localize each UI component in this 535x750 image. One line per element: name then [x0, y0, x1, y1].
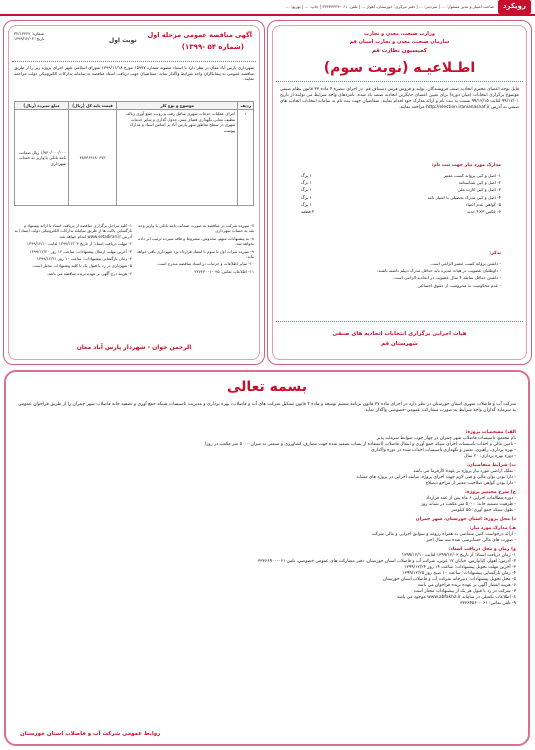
qom-doc-item: ۳- اصل و کپی کارت ملی ۱ برگ	[301, 187, 501, 193]
tender-title: آگهی مناقصه عمومی مرحله اول	[147, 31, 252, 39]
qom-condition: - داوطلبان عضویت در هیات مدیره باید حداقل مدرک دیپلم داشته باشند.	[376, 268, 501, 274]
tender-note: ۹- سپرده نفرات اول تا سوم تا انعقاد قرارداد نزد شهرداری باقی خواهد ماند.	[136, 248, 254, 259]
water-signature: روابط عمومی شرکت آب و فاضلاب استان خوزستان	[20, 730, 161, 737]
tender-table-header-row	[15, 102, 254, 110]
section-line: ۳- آخرین مهلت تحویل پیشنهادات: ساعت ۱۴ روز ۱۳۹۹/۱۲/۲۴	[404, 565, 516, 571]
tender-intro: شهرداری پارس آباد مغان در نظر دارد با استناد مصوبه شماره ۱۵۹۷۷ مورخ ۱۳۹۹/۱۱/۱۸ شورای اسلامی شهر اجرای پروژه زیر را از طریق مناقصه عمومی به پیمانکاران واجد شرایط واگذار نماید. متقاضیان جهت دریافت اسناد مناقصه به سامانه تدارکات الکترونیکی دولت مراجعه نمایند.	[14, 65, 254, 82]
tender-notes-left	[14, 223, 132, 278]
newspaper-logo: رویکرد	[498, 0, 531, 13]
tender-note: ۶- هزینه درج آگهی بر عهده برنده مناقصه می باشد.	[46, 270, 132, 276]
tender-subtitle: نوبت اول	[109, 37, 137, 44]
section-line: ۷- شرکت در رد یا قبول هر یک از پیشنهادات مختار است	[413, 589, 516, 594]
qom-docs-list	[301, 173, 501, 216]
qom-doc-item: ۶- عکس ۳×۴ جدید ۴ قطعه	[301, 208, 501, 214]
section-line: - دوره مطالعات اجرایی ۶ ماه پس از عقد قرارداد	[426, 496, 516, 502]
qom-condition: - داشتن حداقل سابقه ۴ سال عضویت در اتحادیه الزامی است.	[392, 275, 501, 281]
qom-doc-item: ۱- اصل و کپی پروانه کسب معتبر ۱ برگ	[301, 173, 501, 178]
section-line: ۸- اطلاعات تکمیلی در سامانه www.abfakhz.ir موجود می باشد	[396, 594, 516, 600]
section-line: ۹- تلفن تماس: ۰۶۱-۳۳۳۸۴۵۶۰	[460, 600, 516, 606]
cell-deposit: ۱/۹۳۰/۰۰۰/۰۰۰ ریال ضمانت نامه بانکی یا واریز به حساب شهرداری	[15, 110, 69, 206]
parsabad-tender	[3, 20, 265, 365]
section-line: ۱- زمان دریافت اسناد: از تاریخ ۱۳۹۹/۱۲/۰۳ لغایت ۱۳۹۹/۱۲/۱۰	[401, 553, 516, 559]
tender-note: ۱- کلیه مراحل برگزاری مناقصه از دریافت اسناد تا ارائه پیشنهاد و بازگشایی پاکت ها از طریق سامانه تدارکات الکترونیکی دولت (ستاد) به آدرس www.setadiran.ir انجام خواهد شد.	[14, 223, 132, 239]
qom-body: قابل توجه اعضای محترم اتحادیه صنف فروشندگان، تولید و فروش فرش دستباف قم. در اجرای تبصره ۴ ماده ۳۳ قانون نظام صنفی موضوع برگزاری انتخابات (میان دوره) برای تعیین اعضای جایگزین اتحادیه صنف یاد شده، نامزدهای واجد شرایط می توانند از تاریخ ۹۹/۱۲/۰۱ لغایت ۹۹/۱۲/۱۵ نسبت به ثبت نام و ارائه مدارک خود اقدام نمایند. متقاضیان جهت ثبت نام به سامانه انتخابات اتحادیه های صنفی به آدرس http://election.iranianasnaf.ir مراجعه نمایند.	[280, 87, 519, 110]
qom-doc-item: ۵- گواهی عدم اعتیاد ۱ برگ	[301, 201, 501, 207]
section-line: - دارا بودن توان مالی و فنی لازم جهت اجرای پروژه، سابقه اجرایی در پروژه های مشابه	[356, 475, 516, 481]
col-subject-header: موضوع و نوع کار	[117, 102, 238, 110]
tender-note: ۲- مهلت دریافت اسناد: از تاریخ ۱۳۹۹/۱۲/۰۳ لغایت ۱۳۹۹/۱۲/۱۰	[26, 241, 132, 247]
tender-divider	[12, 61, 256, 62]
col-deposit-header: مبلغ سپرده (ریال)	[15, 102, 69, 110]
section-line: - بهره برداری، راهبری، تعمیر و نگهداری تاسیسات احداث شده در دوره واگذاری	[371, 448, 516, 454]
qom-conditions-list	[291, 261, 501, 290]
section-line: ۴- زمان بازگشایی پیشنهادات: ساعت ۱۰ صبح روز ۱۳۹۹/۱۲/۲۵	[402, 571, 516, 577]
tender-note: ۵- شهرداری در رد یا قبول یک یا کلیه پیشنهادات مختار است.	[32, 263, 132, 269]
qom-announcement	[267, 20, 532, 365]
qom-doc-item: ۴- اصل و کپی مدرک تحصیلی یا امتیاز نامه ۱ برگ	[301, 194, 501, 200]
section-timing: و) زمان و محل دریافت اسناد: ۱- زمان دریافت اسناد: از تاریخ ۱۳۹۹/۱۲/۰۳ لغایت ۱۳۹۹/۱۲/۱۰ ۲- آدرس: اهواز، کیانپارس، خیابان ۱۷ غربی، شرکت آب و فاضلاب استان خوزستان، دفتر مشارکت های عمومی خصوصی، تلفن ۰۶۱-۳۳۳۶۶۹۰۰ ۳- آخرین مهلت تحویل پیشنهادات: ساعت ۱۴ روز ۱۳۹۹/۱۲/۲۴ ۴- زمان بازگشایی پیشنهادات: ساعت ۱۰ صبح روز ۱۳۹۹/۱۲/۲۵ ۵- محل تحویل پیشنهادات: دبیرخانه شرکت آب و فاضلاب استان خوزستان ۶- هزینه انتشار آگهی بر عهده برنده فراخوان می باشد ۷- شرکت در رد یا قبول هر یک از پیشنهادات مختار است ۸- اطلاعات تکمیلی در سامانه www.abfakhz.ir موجود می باشد ۹- تلفن تماس: ۰۶۱-۳۳۳۸۴۵۶۰	[18, 547, 516, 607]
water-intro: شرکت آب و فاضلاب شهری استان خوزستان در نظر دارد در اجرای ماده ۲۷ قانون برنامه ششم توسعه و ماده ۳ قانون تشکیل شرکت های آب و فاضلاب، بهره برداری و مدیریت تاسیسات شبکه جمع آوری و تصفیه خانه فاضلاب شهر چمران را از طریق فراخوان عمومی به سرمایه گذاران واجد شرایط به صورت مشارکت عمومی-خصوصی واگذار نماید.	[18, 402, 516, 414]
section-line: ۶- هزینه انتشار آگهی بر عهده برنده فراخوان می باشد	[417, 583, 516, 589]
basmala-heading: بسمه تعالی	[226, 379, 308, 395]
tender-signature: الرحمن جوان - شهردار پارس آباد مغان	[76, 343, 192, 351]
water-sections	[18, 430, 516, 610]
qom-footer-board: هیات اجرایی برگزاری انتخابات اتحادیه های صنفی	[332, 331, 467, 337]
section-line: ۲- آدرس: اهواز، کیانپارس، خیابان ۱۷ غربی، شرکت آب و فاضلاب استان خوزستان، دفتر مشارکت های عمومی خصوصی، تلفن ۰۶۱-۳۳۳۶۶۹۰۰	[257, 559, 516, 565]
tender-note: ۸- به پیشنهادات مبهم، مخدوش، مشروط و فاقد سپرده ترتیب اثر داده نخواهد شد.	[138, 235, 254, 247]
section-line: - صورت های مالی حسابرسی شده سه سال اخیر	[426, 538, 516, 544]
tender-note: ۱۱- اطلاعات تماس: ۰۴۵-۳۲۷۲۳۰۰۱	[194, 268, 254, 274]
cell-base-price: ۳۸۷۳۶۴۶۸۰۶۷۳	[69, 110, 117, 206]
tender-ref: شماره: ۳۲/۱۳۲۲۲ تاریخ: ۱۳۹۹/۱۲/۰۳	[14, 31, 45, 42]
tender-note: ۳- آخرین مهلت ارسال پیشنهادات: ساعت ۱۴ روز ۱۳۹۹/۱۲/۲۰	[29, 248, 132, 254]
tender-number: (شماره ۵۴ -۱۳۹۹)	[181, 43, 244, 51]
col-base-price-header: قیمت پایه کل (ریال)	[69, 102, 117, 110]
section-line: - دارا بودن گواهی صلاحیت معتبر از مراجع ذیصلاح	[425, 481, 516, 486]
section-conditions: ب) شرایط متقاضیان: - تملک اراضی مورد نیاز پروژه بر عهده کارفرما می باشد - دارا بودن توان مالی و فنی لازم جهت اجرای پروژه، سابقه اجرایی در پروژه های مشابه - دارا بودن گواهی صلاحیت معتبر از مراجع ذیصلاح	[18, 463, 516, 487]
section-summary: ج) شرح مختصر پروژه: - دوره مطالعات اجرایی ۶ ماه پس از عقد قرارداد - ظرفیت تصفیه خانه: ۵۰۰۰ متر مکعب در شبانه روز - طول شبکه جمع آوری: ۵۵ کیلومتر	[18, 490, 516, 514]
section-line: - دوره بهره برداری: ۲۰ سال	[464, 454, 516, 459]
qom-header-ministry: وزارت صنعت، معدن و تجارت	[364, 31, 435, 37]
section-line: ۵- محل تحویل پیشنهادات: دبیرخانه شرکت آب و فاضلاب استان خوزستان	[382, 577, 516, 583]
khuzestan-water-announcement	[4, 370, 530, 746]
qom-footer-city: شهرستان قم	[381, 341, 418, 347]
cell-row: ۱	[238, 110, 254, 206]
masthead-bar	[0, 0, 535, 16]
qom-header-org: سازمان صنعت، معدن و تجارت استان قم	[349, 39, 450, 45]
section-location: د) محل پروژه: استان خوزستان، شهر چمران	[415, 516, 516, 522]
qom-condition: - عدم محکومیت به محرومیت از حقوق اجتماعی	[417, 282, 501, 288]
section-project-spec: الف) مشخصات پروژه: نام مجتمع: تاسیسات فاضلاب شهر چمران در چهار چوب ضوابط سرمایه پذیر - تامین مالی و احداث تاسیسات اجرای شبکه جمع آوری و انتقال فاضلاب (استفاده از پساب تصفیه شده جهت مصارف کشاورزی و صنعتی به میزان ۵۰۰۰ متر مکعب در روز) - بهره برداری، راهبری، تعمیر و نگهداری تاسیسات احداث شده در دوره واگذاری - دوره بهره برداری: ۲۰ سال	[18, 430, 516, 460]
qom-header-commission: کمیسیون نظارت قم	[371, 48, 428, 54]
tender-notes-right	[136, 223, 254, 276]
cell-subject: اجرای عملیات خدمات شهری شامل رفت و روب، جمع آوری زباله، تنظیف معابر، نگهداری فضای سبز، جدول گذاری و سایر خدمات شهری در سطح مناطق شهر پارس آباد بر اساس اسناد و مدارک پیوست	[117, 110, 238, 206]
qom-condition: - داشتن پروانه کسب معتبر الزامی است.	[429, 261, 501, 266]
qom-divider	[276, 81, 523, 82]
section-line: - ارائه درخواست کتبی متقاضی به همراه رزومه و سوابق اجرایی و مالی شرکت	[371, 532, 516, 538]
section-line: نام مجتمع: تاسیسات فاضلاب شهر چمران در چهار چوب ضوابط سرمایه پذیر	[376, 436, 516, 442]
qom-doc-item: ۲- اصل و کپی شناسنامه ۱ برگ	[301, 180, 501, 186]
qom-conditions-title: تذکر:	[489, 251, 501, 256]
section-line: - طول شبکه جمع آوری: ۵۵ کیلومتر	[451, 508, 516, 513]
section-line: - ظرفیت تصفیه خانه: ۵۰۰۰ متر مکعب در شبانه روز	[421, 502, 516, 508]
table-row	[15, 110, 254, 206]
section-documents: هـ) مدارک مورد نیاز: - ارائه درخواست کتبی متقاضی به همراه رزومه و سوابق اجرایی و مالی شرکت - صورت های مالی حسابرسی شده سه سال اخیر	[18, 526, 516, 544]
section-line: - تامین مالی و احداث تاسیسات اجرای شبکه جمع آوری و انتقال فاضلاب (استفاده از پساب تصفیه شده جهت مصارف کشاورزی و صنعتی به میزان ۵۰۰۰ متر مکعب در روز)	[204, 442, 516, 448]
col-row-header: ردیف	[238, 102, 254, 110]
tender-note: ۴- زمان بازگشایی پیشنهادات: ساعت ۱۰ روز ۱۳۹۹/۱۲/۲۱	[36, 255, 132, 261]
section-line: - تملک اراضی مورد نیاز پروژه بر عهده کارفرما می باشد	[413, 469, 516, 475]
qom-footer-divider	[276, 321, 523, 322]
tender-note: ۱۰- سایر اطلاعات و جزئیات در اسناد مناقصه مندرج است.	[156, 261, 254, 267]
tender-table-wrap	[14, 101, 254, 206]
tender-note: ۷- سپرده شرکت در مناقصه به صورت ضمانت نامه بانکی یا واریز وجه نقد به حساب شهرداری	[138, 223, 254, 234]
qom-docs-title: مدارک مورد نیاز جهت ثبت نام:	[431, 163, 501, 168]
tender-table	[14, 101, 254, 206]
masthead-info: صاحب امتیاز و مدیر مسئول: ... | سردبیر: ... | دفتر مرکزی: خوزستان، اهواز ... | تلفن: ۰۶۱-۳۳۳۳۳۳۳۳ | چاپ: ... | توزیع: ...	[285, 4, 494, 10]
qom-headline: اطـلاعیـه (نوبت سوم)	[323, 60, 476, 76]
